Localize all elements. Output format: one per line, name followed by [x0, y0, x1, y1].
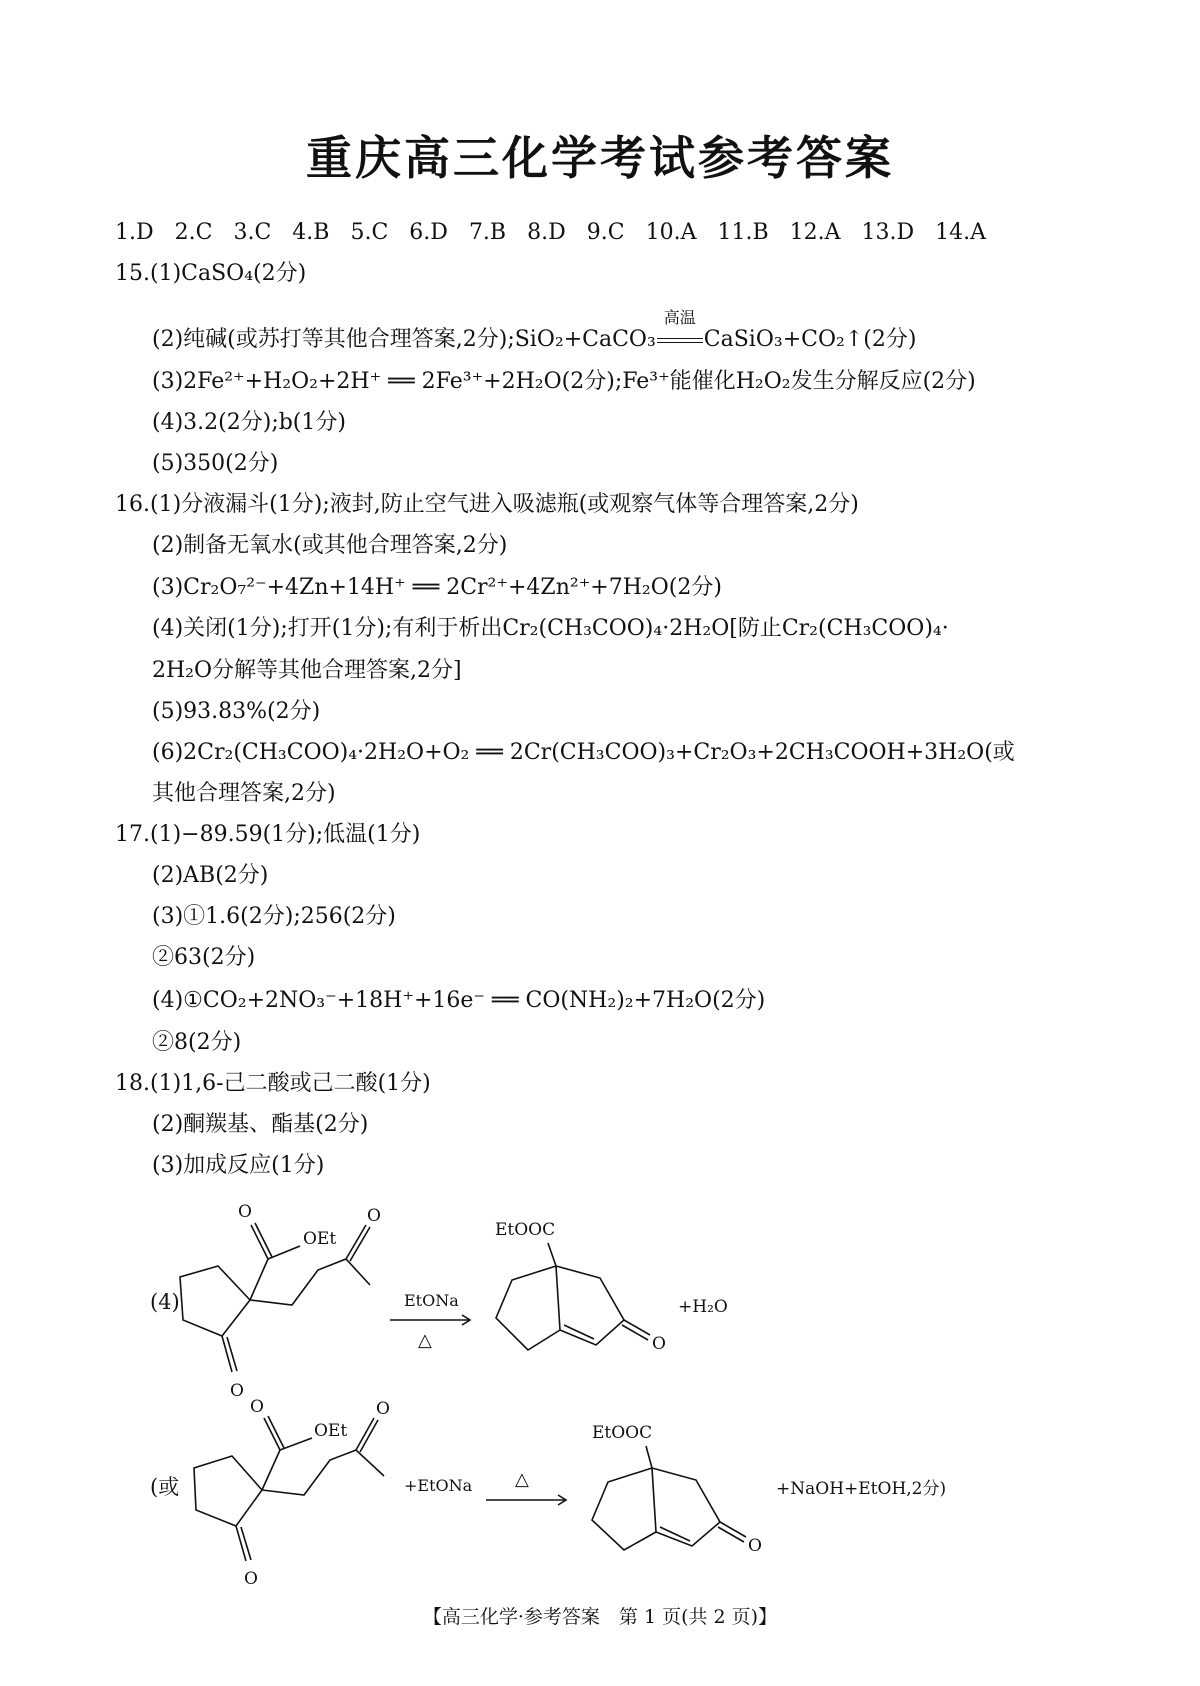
product-five-ring — [496, 1266, 560, 1350]
mcq-item: 14.A — [935, 220, 986, 245]
mcq-item: 11.B — [717, 220, 769, 245]
q17-part1: 17.(1)−89.59(1分);低温(1分) — [115, 822, 421, 847]
q17-part4: (4)①CO₂+2NO₃⁻+18H⁺+16e⁻ ══ CO(NH₂)₂+7H₂O(2分) — [152, 988, 766, 1013]
alt-label: (或 — [150, 1475, 180, 1499]
ester-o: O — [238, 1202, 252, 1222]
side-chain-o: O — [367, 1206, 381, 1226]
mcq-item: 12.A — [789, 220, 841, 245]
ketone-o: O — [244, 1569, 258, 1589]
q18-part3: (3)加成反应(1分) — [152, 1153, 325, 1178]
q16-part2: (2)制备无氧水(或其他合理答案,2分) — [152, 533, 508, 558]
mcq-item: 9.C — [586, 220, 625, 245]
q17-part4b: ②8(2分) — [152, 1030, 242, 1055]
mcq-answers — [115, 218, 1000, 248]
product-o: O — [652, 1334, 666, 1354]
heat-symbol: △ — [515, 1469, 529, 1490]
reaction-scheme-2 — [0, 1398, 1200, 1598]
heat-symbol: △ — [418, 1330, 432, 1351]
reaction-scheme-1 — [0, 1180, 1200, 1401]
etooc-label: EtOOC — [592, 1423, 653, 1443]
q16-part4a: (4)关闭(1分);打开(1分);有利于析出Cr₂(CH₃COO)₄·2H₂O[防止Cr₂(CH₃COO)₄· — [152, 616, 949, 641]
q17-part2: (2)AB(2分) — [152, 863, 269, 888]
etooc-label: EtOOC — [495, 1220, 556, 1240]
product-six-ring — [652, 1468, 720, 1546]
q16-part5: (5)93.83%(2分) — [152, 699, 321, 724]
q16-part6a: (6)2Cr₂(CH₃COO)₄·2H₂O+O₂ ══ 2Cr(CH₃COO)₃+Cr₂O₃+2CH₃COOH+3H₂O(或 — [152, 740, 1015, 765]
q15-part1: 15.(1)CaSO₄(2分) — [115, 261, 307, 286]
oet-label: OEt — [303, 1229, 337, 1249]
q15-part2-b: CaSiO₃+CO₂↑(2分) — [703, 327, 917, 352]
q15-part5: (5)350(2分) — [152, 451, 279, 476]
ketone-bond — [222, 1336, 232, 1372]
mcq-item: 3.C — [233, 220, 272, 245]
mcq-item: 5.C — [350, 220, 389, 245]
product-six-ring — [556, 1266, 624, 1345]
mcq-item: 4.B — [292, 220, 330, 245]
mcq-item: 7.B — [468, 220, 507, 245]
q16-part4b: 2H₂O分解等其他合理答案,2分] — [152, 658, 462, 683]
ester-o: O — [250, 1397, 264, 1417]
alt-byproducts: +NaOH+EtOH,2分) — [776, 1479, 947, 1499]
side-chain — [262, 1450, 384, 1495]
q15-part2 — [152, 308, 917, 355]
side-chain — [250, 1259, 370, 1305]
q17-part3b: ②63(2分) — [152, 945, 256, 970]
mcq-item: 1.D — [115, 220, 154, 245]
reaction-condition — [656, 308, 704, 355]
q16-part1: 16.(1)分液漏斗(1分);液封,防止空气进入吸滤瓶(或观察气体等合理答案,2分) — [115, 492, 859, 517]
oet-label: OEt — [314, 1421, 348, 1441]
mcq-item: 2.C — [174, 220, 213, 245]
side-chain-o: O — [376, 1399, 390, 1419]
cyclopentane-ring — [194, 1456, 262, 1526]
ketone-o: O — [230, 1381, 244, 1401]
page-footer: 【高三化学·参考答案 第 1 页(共 2 页)】 — [422, 1606, 778, 1628]
equals-sign — [657, 338, 703, 343]
reagent-etona: EtONa — [404, 1291, 459, 1310]
page-title: 重庆高三化学考试参考答案 — [306, 131, 894, 185]
cyclopentane-ring — [180, 1266, 250, 1336]
q16-part3: (3)Cr₂O₇²⁻+4Zn+14H⁺ ══ 2Cr²⁺+4Zn²⁺+7H₂O(2分) — [152, 575, 722, 600]
product-five-ring — [592, 1468, 656, 1550]
condition-label: 高温 — [663, 308, 696, 327]
water-product: +H₂O — [678, 1297, 728, 1317]
q15-part4: (4)3.2(2分);b(1分) — [152, 410, 346, 435]
product-o: O — [748, 1536, 762, 1556]
reagent-etona: +EtONa — [404, 1476, 473, 1495]
q18-part2: (2)酮羰基、酯基(2分) — [152, 1112, 369, 1137]
q15-part3: (3)2Fe²⁺+H₂O₂+2H⁺ ══ 2Fe³⁺+2H₂O(2分);Fe³⁺能催化H₂O₂发生分解反应(2分) — [152, 369, 976, 394]
q16-part6b: 其他合理答案,2分) — [152, 781, 336, 806]
q18-part1: 18.(1)1,6-己二酸或己二酸(1分) — [115, 1071, 431, 1096]
mcq-item: 6.D — [409, 220, 448, 245]
q15-part2-a: (2)纯碱(或苏打等其他合理答案,2分);SiO₂+CaCO₃ — [152, 327, 656, 352]
q17-part3: (3)①1.6(2分);256(2分) — [152, 904, 396, 929]
mcq-item: 13.D — [861, 220, 915, 245]
ester-bond — [250, 1259, 268, 1300]
mcq-item: 10.A — [645, 220, 697, 245]
mcq-item: 8.D — [527, 220, 566, 245]
part4-label: (4) — [150, 1290, 180, 1314]
